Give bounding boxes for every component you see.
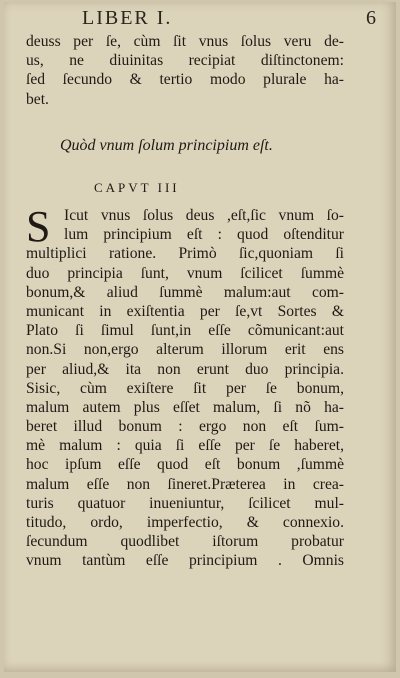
text-line: beret illud bonum : ergo non eſt ſum- [26,418,344,436]
text-line: ſed ſecundo & tertio modo plurale ha- [26,71,344,89]
text-line: municant in exiſtentia per ſe,vt Sortes & [26,302,344,320]
text-line: malum autem plus eſſet malum, ſi nõ ha- [26,398,344,416]
main-paragraph [26,202,344,571]
text-line: titudo, ordo, imperfectio, & connexio. [26,514,344,531]
page-number: 6 [366,7,376,29]
running-head: LIBER I. [82,7,173,29]
text-line: Sisic, cùm exiſtere ſit per ſe bonum, [26,379,344,397]
text-line: ſecundum quodlibet iſtorum probatur [26,533,344,551]
text-line: lum principium eſt : quod oſtenditur [64,226,344,244]
top-paragraph [26,32,344,109]
text-line: us, ne diuinitas recipiat diſtinctonem: [26,52,344,70]
page-header [4,4,396,30]
section-title: Quòd vnum ſolum principium eſt. [60,137,273,154]
text-line: per aliud,& ita non erunt duo principia. [26,360,344,378]
text-line: vnum tantùm eſſe principium . Omnis [26,552,344,570]
text-line: hoc ipſum eſſe quod eſt bonum ,ſummè [26,456,344,474]
text-line: Icut vnus ſolus deus ,eſt,ſic vnum ſo- [64,207,344,224]
text-line: malum eſſe non ſineret.Præterea in crea- [26,475,344,493]
chapter-heading: CAPVT III [94,180,180,195]
drop-cap: S [26,202,51,251]
text-line: multiplici ratione. Primò ſic,quoniam ſi [26,245,344,263]
text-line: duo principia ſunt, vnum ſcilicet ſummè [26,264,344,282]
text-line: Plato ſi ſimul ſunt,in eſſe cõmunicant:aut [26,322,344,340]
text-line: mè malum : quia ſi eſſe per ſe haberet, [26,437,344,455]
text-line: bonum,& aliud ſummè malum:aut com- [26,283,344,301]
text-line: bet. [26,90,49,108]
book-page [4,2,396,672]
text-line: turis quatuor inueniuntur, ſcilicet mul- [26,494,344,512]
text-line: non.Si non,ergo alterum illorum erit ens [26,341,344,359]
text-line: deuss per ſe, cùm ſit vnus ſolus veru de- [26,33,344,50]
